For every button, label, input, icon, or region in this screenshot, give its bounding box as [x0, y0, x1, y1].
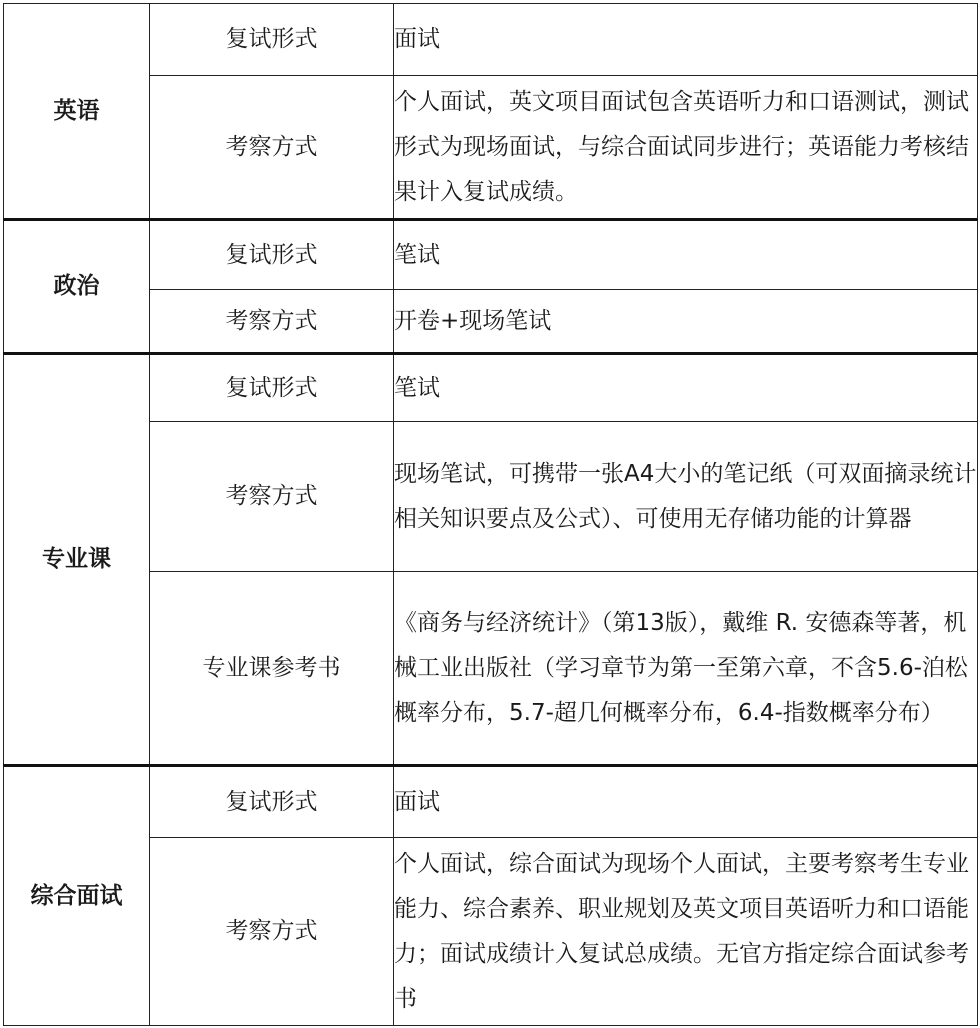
subject-english: 英语	[4, 4, 150, 220]
label-method: 考察方式	[150, 422, 394, 572]
table-row-interview-form	[4, 766, 978, 838]
subject-major: 专业课	[4, 354, 150, 766]
value-form: 面试	[394, 766, 978, 838]
value-method: 个人面试，英文项目面试包含英语听力和口语测试，测试形式为现场面试，与综合面试同步进行；英语能力考核结果计入复试成绩。	[394, 76, 978, 220]
value-method: 个人面试，综合面试为现场个人面试，主要考察考生专业能力、综合素养、职业规划及英文项目英语听力和口语能力；面试成绩计入复试总成绩。无官方指定综合面试参考书	[394, 838, 978, 1026]
value-method: 开卷+现场笔试	[394, 290, 978, 354]
value-form: 笔试	[394, 354, 978, 422]
table-row-major-method	[4, 422, 978, 572]
subject-politics: 政治	[4, 220, 150, 354]
label-method: 考察方式	[150, 76, 394, 220]
table-row-english-method	[4, 76, 978, 220]
value-form: 笔试	[394, 220, 978, 290]
table-row-major-book	[4, 572, 978, 766]
retest-requirements-table	[3, 3, 978, 1026]
label-form: 复试形式	[150, 220, 394, 290]
table-row-english-form	[4, 4, 978, 76]
table-row-politics-form	[4, 220, 978, 290]
label-method: 考察方式	[150, 838, 394, 1026]
label-form: 复试形式	[150, 4, 394, 76]
label-form: 复试形式	[150, 766, 394, 838]
table-row-interview-method	[4, 838, 978, 1026]
value-book: 《商务与经济统计》（第13版），戴维 R. 安德森等著，机械工业出版社（学习章节为第一至第六章，不含5.6-泊松概率分布，5.7-超几何概率分布，6.4-指数概率分布）	[394, 572, 978, 766]
value-form: 面试	[394, 4, 978, 76]
label-method: 考察方式	[150, 290, 394, 354]
label-form: 复试形式	[150, 354, 394, 422]
table-row-major-form	[4, 354, 978, 422]
label-book: 专业课参考书	[150, 572, 394, 766]
table-row-politics-method	[4, 290, 978, 354]
subject-interview: 综合面试	[4, 766, 150, 1026]
value-method: 现场笔试，可携带一张A4大小的笔记纸（可双面摘录统计相关知识要点及公式）、可使用无存储功能的计算器	[394, 422, 978, 572]
